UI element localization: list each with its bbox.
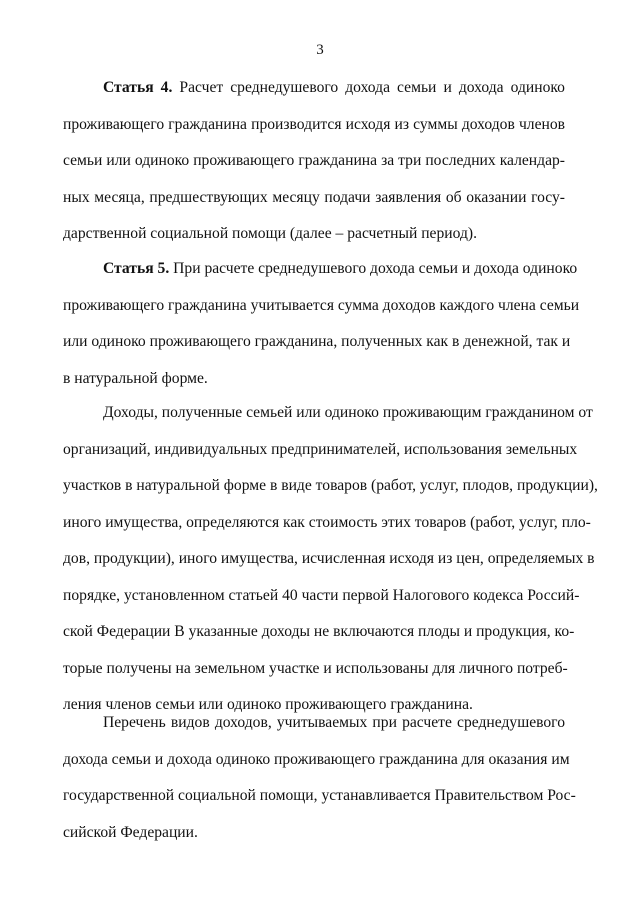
paragraph-line: Статья 4. Расчет среднедушевого дохода семьи и дохода одиноко	[103, 79, 565, 96]
paragraph-line: ных месяца, предшествующих месяцу подачи заявления об оказании госу-	[63, 188, 565, 206]
income-list-paragraph	[63, 705, 576, 851]
paragraph-line: Статья 5. При расчете среднедушевого дохода семьи и дохода одиноко	[103, 260, 578, 277]
article-4-paragraph	[63, 70, 565, 253]
paragraph-line: или одиноко проживающего гражданина, полученных как в денежной, так и	[63, 333, 571, 350]
paragraph-line: сийской Федерации.	[63, 823, 198, 841]
paragraph-line: дов, продукции), иного имущества, исчисленная исходя из цен, определяемых в	[63, 550, 595, 567]
incomes-paragraph	[63, 395, 598, 724]
paragraph-line: проживающего гражданина учитывается сумма доходов каждого члена семьи	[63, 296, 580, 314]
paragraph-line: Перечень видов доходов, учитываемых при расчете среднедушевого	[103, 714, 565, 731]
paragraph-line: иного имущества, определяются как стоимость этих товаров (работ, услуг, пло-	[63, 513, 591, 531]
paragraph-line: в натуральной форме.	[63, 369, 208, 387]
paragraph-line: участков в натуральной форме в виде товаров (работ, услуг, плодов, продукции),	[63, 477, 598, 494]
paragraph-line: Доходы, полученные семьей или одиноко проживающим гражданином от	[103, 404, 593, 421]
paragraph-line: семьи или одиноко проживающего гражданина за три последних календар-	[63, 152, 565, 169]
paragraph-line: организаций, индивидуальных предпринимателей, использования земельных	[63, 440, 578, 458]
page-number: 3	[316, 42, 324, 58]
article-label: Статья 5.	[103, 260, 170, 277]
article-label: Статья 4.	[103, 79, 173, 96]
paragraph-line: торые получены на земельном участке и использованы для личного потреб-	[63, 659, 568, 677]
paragraph-line: проживающего гражданина производится исходя из суммы доходов членов	[63, 115, 565, 133]
paragraph-line: дарственной социальной помощи (далее – расчетный период).	[63, 225, 477, 242]
article-5-paragraph	[63, 251, 580, 397]
paragraph-line: ления членов семьи или одиноко проживающего гражданина.	[63, 696, 473, 713]
paragraph-line: государственной социальной помощи, устанавливается Правительством Рос-	[63, 787, 576, 804]
paragraph-line: ской Федерации В указанные доходы не включаются плоды и продукция, ко-	[63, 623, 575, 640]
paragraph-line: порядке, установленном статьей 40 части первой Налогового кодекса Россий-	[63, 586, 580, 604]
paragraph-line: дохода семьи и дохода одиноко проживающего гражданина для оказания им	[63, 750, 570, 768]
